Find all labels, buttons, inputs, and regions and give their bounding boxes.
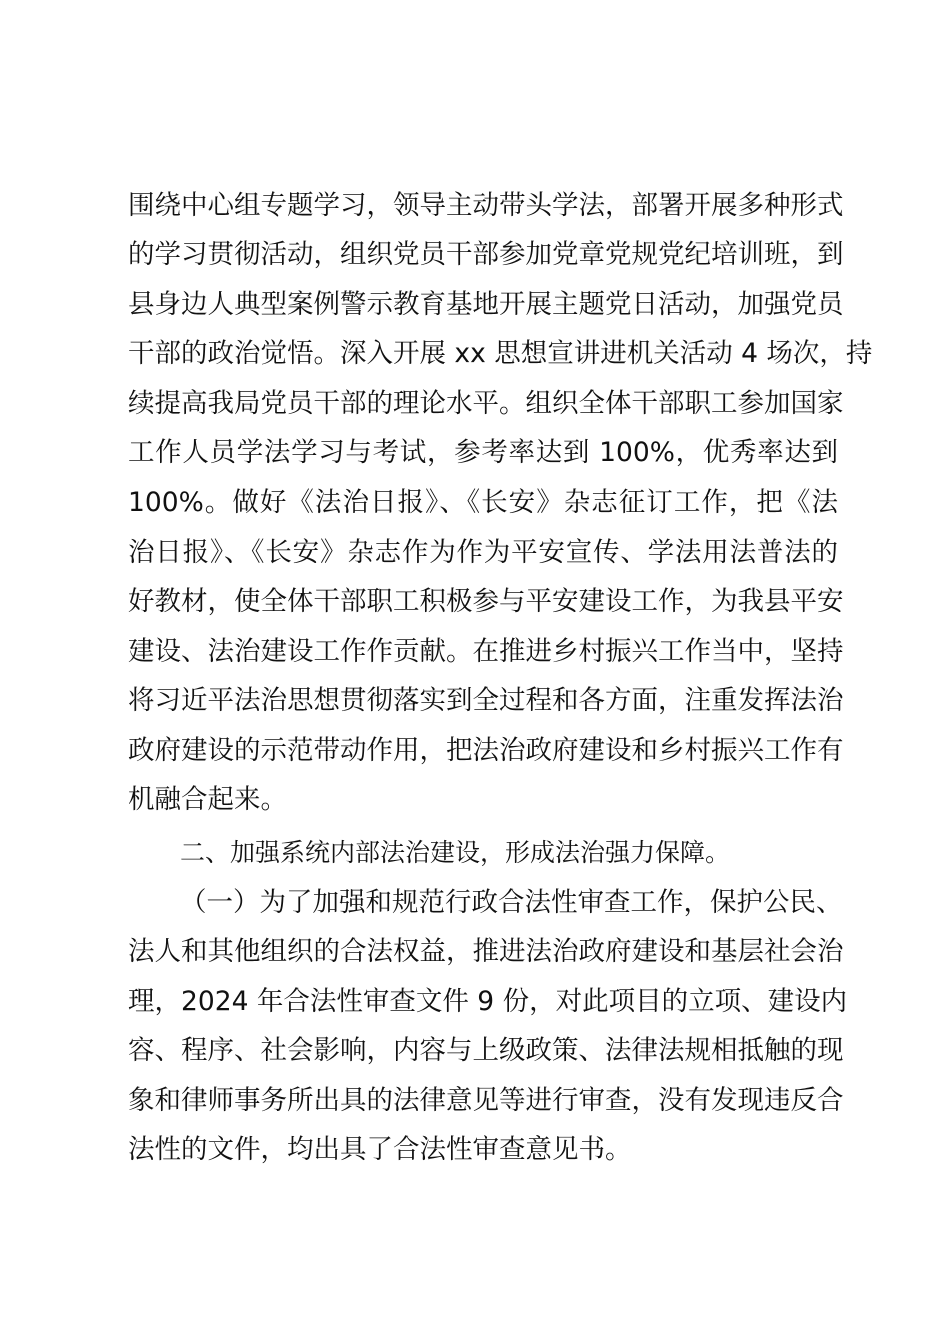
text-line: 容、程序、社会影响，内容与上级政策、法律法规相抵触的现 bbox=[128, 1035, 844, 1066]
text-line: 围绕中心组专题学习，领导主动带头学法，部署开展多种形式 bbox=[128, 190, 844, 221]
text-line: 的学习贯彻活动，组织党员干部参加党章党规党纪培训班，到 bbox=[128, 239, 844, 270]
text-line: 象和律师事务所出具的法律意见等进行审查，没有发现违反合 bbox=[128, 1085, 844, 1116]
text-line: 县身边人典型案例警示教育基地开展主题党日活动，加强党员 bbox=[128, 289, 844, 320]
text-line: 理，2024 年合法性审查文件 9 份，对此项目的立项、建设内 bbox=[128, 986, 848, 1017]
text-line: 100%。做好《法治日报》、《长安》杂志征订工作，把《法 bbox=[128, 487, 838, 518]
text-line: 续提高我局党员干部的理论水平。组织全体干部职工参加国家 bbox=[128, 388, 844, 419]
text-line: 建设、法治建设工作作贡献。在推进乡村振兴工作当中，坚持 bbox=[128, 636, 844, 667]
text-line: 机融合起来。 bbox=[128, 784, 287, 815]
section-heading: 二、加强系统内部法治建设，形成法治强力保障。 bbox=[180, 838, 731, 867]
text-line: 法性的文件，均出具了合法性审查意见书。 bbox=[128, 1134, 632, 1165]
text-line: 将习近平法治思想贯彻落实到全过程和各方面，注重发挥法治 bbox=[128, 685, 844, 716]
text-line: 干部的政治觉悟。深入开展 xx 思想宣讲进机关活动 4 场次，持 bbox=[128, 338, 873, 369]
text-line: 法人和其他组织的合法权益，推进法治政府建设和基层社会治 bbox=[128, 936, 844, 967]
text-line: 治日报》、《长安》杂志作为作为平安宣传、学法用法普法的 bbox=[128, 537, 838, 568]
text-line: 政府建设的示范带动作用，把法治政府建设和乡村振兴工作有 bbox=[128, 735, 844, 766]
text-line: 好教材，使全体干部职工积极参与平安建设工作，为我县平安 bbox=[128, 586, 844, 617]
text-line: 工作人员学法学习与考试，参考率达到 100%，优秀率达到 bbox=[128, 437, 838, 468]
text-line: （一）为了加强和规范行政合法性审查工作，保护公民、 bbox=[180, 887, 843, 918]
